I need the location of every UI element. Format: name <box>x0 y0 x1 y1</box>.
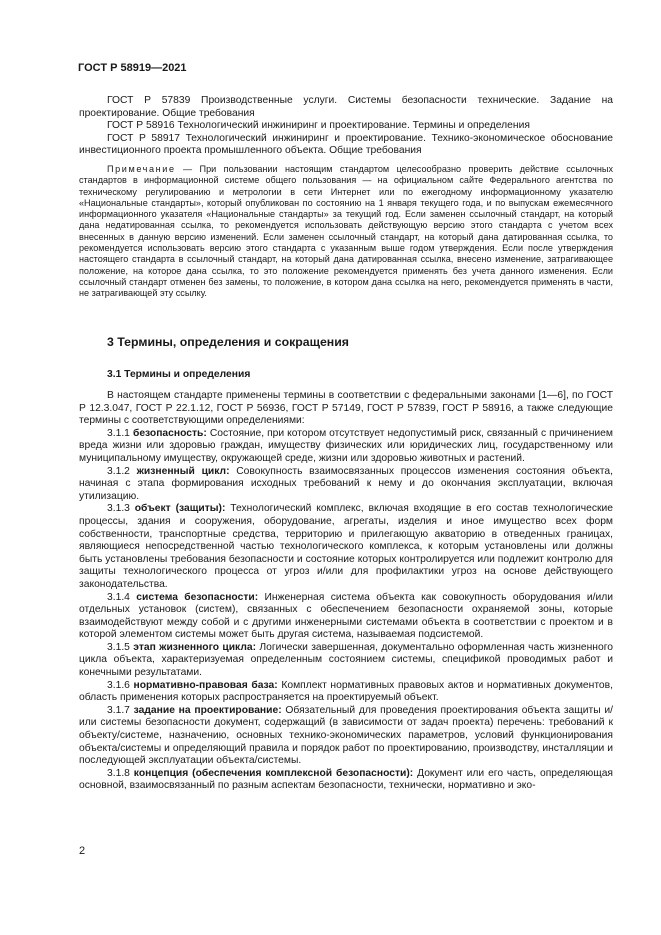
term-definition: Документ или его часть, определяющая основной, взаимосвязанный по разным аспектам безопасности, технически, нормативно и эко- <box>79 767 613 792</box>
reference-item: ГОСТ Р 57839 Производственные услуги. Системы безопасности технические. Задание на проектирование. Общие требования <box>79 95 613 119</box>
term-entry <box>79 768 613 793</box>
term-name: безопасность: <box>132 427 207 439</box>
term-number: 3.1.2 <box>107 465 130 477</box>
term-entry <box>79 503 613 591</box>
note-text: — При пользовании настоящим стандартом целесообразно проверить действие ссылочных стандартов в информационной системе общего пользования — на официальном сайте Федерального агентства по техническому регулированию и метрологии в сети Интернет или по ежегодному информационному указателю «Национальные стандарты», который опубликован по состоянию на 1 января текущего года, и по выпускам ежемесячного информационного указателя «Национальные стандарты» за текущий год. Если заменен ссылочный стандарт, на который дана недатированная ссылка, то рекомендуется использовать действующую версию этого стандарта с учетом всех внесенных в данную версию изменений. Если заменен ссылочный стандарт, на который дана датированная ссылка, то рекомендуется использовать версию этого стандарта с указанным выше годом утверждения. Если после утверждения настоящего стандарта в ссылочный стандарт, на который дана датированная ссылка, внесено изменение, затрагивающее положение, на которое дана ссылка, то это положение рекомендуется применять без учета данного изменения. Если ссылочный стандарт отменен без замены, то положение, в котором дана ссылка на него, рекомендуется применять в части, не затрагивающей эту ссылку. <box>79 164 613 299</box>
term-definition: Состояние, при котором отсутствует недопустимый риск, связанный с причинением вреда жизни или здоровью граждан, имуществу физических или юридических лиц, государственному или муниципальному имуществу, окружающей среде, жизни или здоровью животных и растений. <box>79 427 613 464</box>
subsection-heading-wrap <box>79 369 613 382</box>
terms-body <box>79 390 613 793</box>
term-entry <box>79 680 613 705</box>
term-definition: Инженерная система объекта как совокупность оборудования и/или отдельных установок (систем), связанных с обеспечением безопасности охраняемой зоны, которые взаимодействуют между собой и с другими инженерными системами объекта в соответствии с проектом и в которой элементом системы может быть другая система, называемая подсистемой. <box>79 591 613 641</box>
term-entry <box>79 466 613 504</box>
note-block <box>79 164 613 300</box>
term-number: 3.1.7 <box>107 704 130 716</box>
term-number: 3.1.6 <box>107 679 130 691</box>
term-definition: Обязательный для проведения проектирования объекта защиты и/или системы безопасности документ, содержащий (в зависимости от задач проекта) перечень: требований к объекту/системе, назначению, основных технико-экономических параметров, условий функционирования объекта/системы и определяющий правила и порядок работ по проектированию, производству, инсталляции и последующей эксплуатации объекта/системы. <box>79 704 613 767</box>
term-number: 3.1.3 <box>107 503 130 515</box>
document-code-header: ГОСТ Р 58919—2021 <box>78 62 187 74</box>
reference-item: ГОСТ Р 58916 Технологический инжиниринг и проектирование. Термины и определения <box>107 120 530 132</box>
term-entry <box>79 705 613 768</box>
subsection-heading: 3.1 Термины и определения <box>107 369 251 380</box>
term-entry <box>79 592 613 642</box>
page-number: 2 <box>79 845 86 857</box>
term-name: этап жизненного цикла: <box>133 641 257 653</box>
term-definition: Комплект нормативных правовых актов и нормативных документов, область применения которых распространяется на проектируемый объект. <box>79 679 613 704</box>
term-definition: Совокупность взаимосвязанных процессов изменения состояния объекта, начиная с этапа формирования исходных требований к нему и до окончания эксплуатации, включая утилизацию. <box>79 465 613 502</box>
term-number: 3.1.1 <box>107 427 130 439</box>
term-entry <box>79 428 613 466</box>
term-number: 3.1.4 <box>107 591 130 603</box>
term-name: объект (защиты): <box>134 503 226 515</box>
term-definition: Технологический комплекс, включая входящие в его состав технологические процессы, здания и сооружения, оборудование, агрегаты, изделия и иное имущество всех форм собственности, транспортные средства, территорию и прилегающую акваторию в отведенных границах, являющиеся непосредственной частью технологического комплекса, к которым установлены или должны быть установлены требования безопасности и состояние которых контролируется или подлежит контролю для защиты технологического процесса от угроз и/или для профилактики угроз на основе действующего законодательства. <box>79 503 613 590</box>
term-name: концепция (обеспечения комплексной безопасности): <box>133 767 414 779</box>
term-number: 3.1.8 <box>107 767 130 779</box>
reference-item: ГОСТ Р 58917 Технологический инжиниринг и проектирование. Технико-экономическое обоснование инвестиционного проекта промышленного объекта. Общие требования <box>79 132 613 157</box>
note-label: Примечание <box>107 164 176 174</box>
intro-paragraph: В настоящем стандарте применены термины в соответствии с федеральными законами [1—6], по ГОСТ Р 12.3.047, ГОСТ Р 22.1.12, ГОСТ Р 56936, ГОСТ Р 57149, ГОСТ Р 57839, ГОСТ Р 58916, а также следующие термины с соответствующими определениями: <box>79 390 613 427</box>
reference-list <box>79 95 613 158</box>
term-definition: Логически завершенная, документально оформленная часть жизненного цикла объекта, характеризуемая определенным состоянием системы, спецификой проводимых работ и конечными результатами. <box>79 641 613 679</box>
term-name: задание на проектирование: <box>133 704 282 716</box>
note-paragraph <box>79 164 613 300</box>
term-entry <box>79 642 613 680</box>
section-heading: 3 Термины, определения и сокращения <box>107 335 349 349</box>
term-number: 3.1.5 <box>107 641 130 653</box>
term-name: система безопасности: <box>136 591 259 603</box>
term-name: нормативно-правовая база: <box>133 679 278 691</box>
term-name: жизненный цикл: <box>136 465 230 477</box>
section-3-heading-wrap <box>79 336 613 349</box>
